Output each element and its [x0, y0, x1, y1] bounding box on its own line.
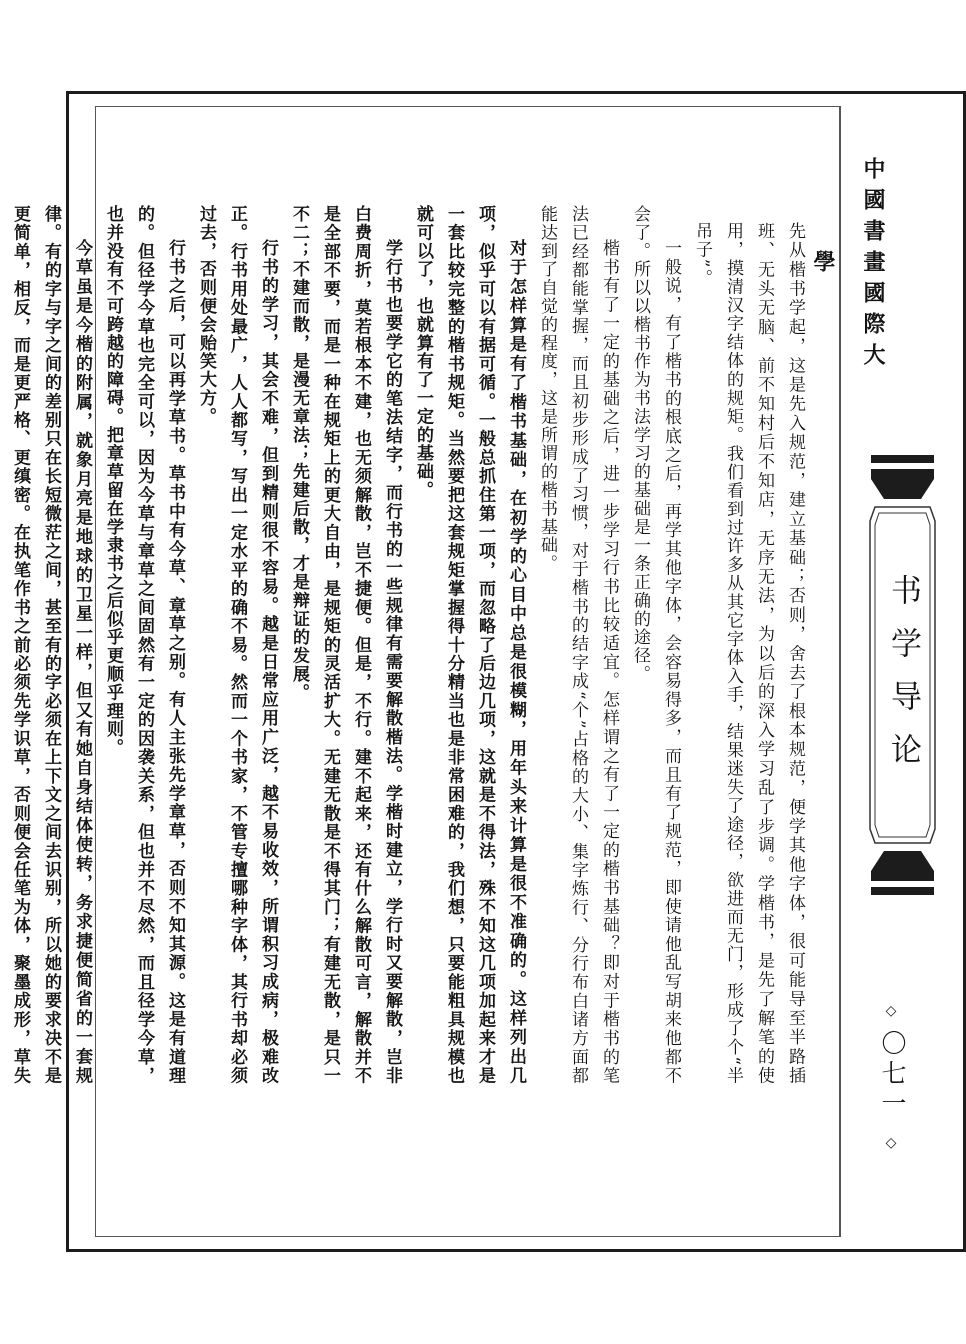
paragraph-6: 行书的学习，其会不难，但到精则很不容易。越是日常应用广泛，越不易收效，所谓积习成病，极难改正。行书用处最广，人人都写，写出一定水平的确不易。然而一个书家，不管专擅哪种字体，其行书却必须过去，否则便会贻笑大方。 — [196, 205, 278, 1085]
body-text — [10, 205, 810, 1085]
paragraph-4: 对于怎样算是有了楷书基础，在初学的心目中总是很模糊，用年头来计算是很不准确的。这样列出几项，似乎可以有据可循。一般总抓住第一项，而忽略了后边几项，这就是不得法，殊不知这几项加起来才是一套比较完整的楷书规矩。当然要把这套规矩掌握得十分精当也是非常困难的，我们想，只要能粗具规模也就可以了，也就算有了一定的基础。 — [413, 205, 526, 1085]
paragraph-3: 楷书有了一定的基础之后，进一步学习行书比较适宜。怎样谓之有了一定的楷书基础？即对于楷书的笔法已经都能掌握，而且初步形成了习惯，对于楷书的结字成“个”占格的大小、集字炼行、分行布白诸方面都能达到了自觉的程度，这是所谓的楷书基础。 — [537, 205, 619, 1085]
paragraph-8: 今草虽是今楷的附属，就象月亮是地球的卫星一样，但又有她自身结体使转，务求捷便简省的一套规律。有的字与字之间的差别只在长短微茫之间，甚至有的字必须在上下文之间去识别，所以她的要求决不是更简单，相反，而是更严格、更缜密。在执笔作书之前必须先学识草，否则便会任笔为体，聚墨成形，草失 — [10, 205, 92, 1085]
paragraph-2: 一般说，有了楷书的根底之后，再学其他字体，会容易得多，而且有了规范，即使请他乱写胡来他都不会了。所以以楷书作为书法学习的基础是一条正确的途径。 — [630, 205, 681, 1085]
paragraph-7: 行书之后，可以再学草书。草书中有今草、章草之别。有人主张先学章草，否则不知其源。这是有道理的。但径学今草也完全可以，因为今草与章草之间固然有一定的因袭关系，但也并不尽然，而且径学今草，也并没有不可跨越的障碍。把章草留在学隶书之后似乎更顺乎理则。 — [103, 205, 185, 1085]
section-banner — [865, 455, 940, 895]
section-title: 书学导论 — [885, 574, 921, 786]
folio-marker-top: ◇ — [885, 1003, 897, 1019]
paragraph-5: 学行书也要学它的笔法结字，而行书的一些规律有需要解散楷法。学楷时建立，学行时又要解散，岂非白费周折，莫若根本不建，也无须解散，岂不捷便。但是，不行。建不起来，还有什么解散可言，解散并不是全部不要，而是一种在规矩上的更大自由，是规矩的灵活扩大。无建无散是不得其门；有建无散，是只一不二；不建而散，是漫无章法；先建后散，才是辩证的发展。 — [289, 205, 402, 1085]
university-name: 中國書畫國際大學 — [810, 156, 886, 374]
paragraph-1: 先从楷书学起，这是先入规范，建立基础；否则，舍去了根本规范，便学其他字体，很可能导至半路插班、无头无脑、前不知村后不知店，无序无法，为以后的深入学习乱了步调。学楷书，是先了解笔的使用，摸清汉字结体的规矩。我们看到过许多从其它字体入手，结果迷失了途径，欲进而无门，形成了个“半吊子”。 — [692, 222, 805, 1085]
page-number: 〇七一 — [878, 1030, 907, 1120]
folio-marker-bottom: ◇ — [885, 1135, 897, 1151]
